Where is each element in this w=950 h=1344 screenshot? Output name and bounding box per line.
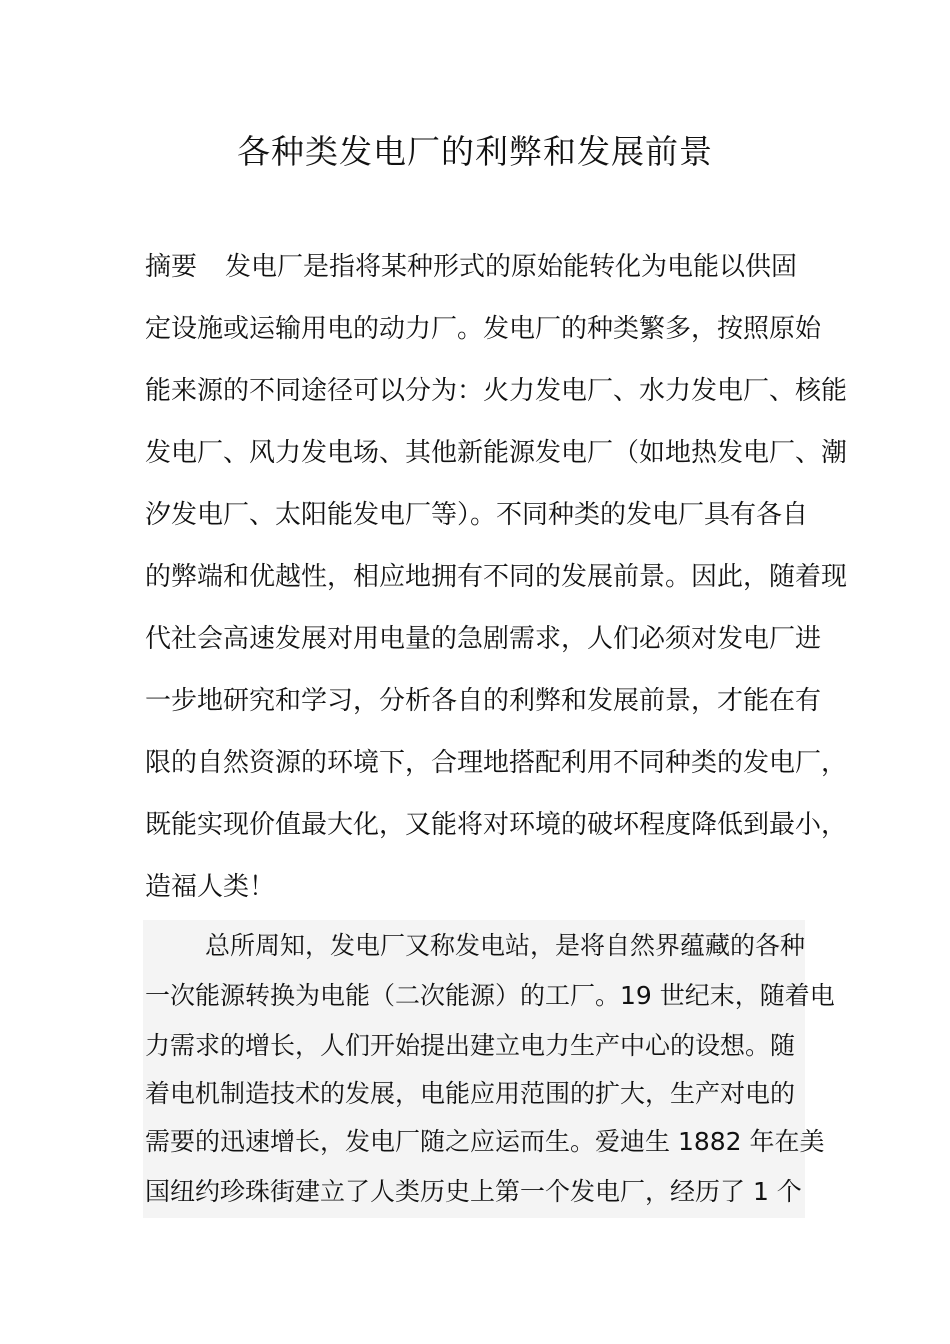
abstract-line-9: 限的自然资源的环境下，合理地搭配利用不同种类的发电厂， <box>145 748 848 778</box>
abstract-line-7: 代社会高速发展对用电量的急剧需求，人们必须对发电厂进 <box>145 624 822 654</box>
abstract-line-2: 定设施或运输用电的动力厂。发电厂的种类繁多，按照原始 <box>145 314 822 344</box>
body-line-5: 需要的迅速增长，发电厂随之应运而生。爱迪生 1882 年在美 <box>145 1127 825 1156</box>
abstract-line-10: 既能实现价值最大化，又能将对环境的破坏程度降低到最小， <box>145 810 848 840</box>
body-line-6: 国纽约珍珠街建立了人类历史上第一个发电厂，经历了 1 个 <box>145 1177 802 1206</box>
body-line-2: 一次能源转换为电能（二次能源）的工厂。19 世纪末，随着电 <box>145 981 835 1010</box>
abstract-line-3: 能来源的不同途径可以分为：火力发电厂、水力发电厂、核能 <box>145 376 848 406</box>
abstract-label: 摘要 <box>145 252 198 282</box>
document-title: 各种类发电厂的利弊和发展前景 <box>237 132 713 171</box>
abstract-text: 发电厂是指将某种形式的原始能转化为电能以供固 <box>225 252 798 282</box>
abstract-line-6: 的弊端和优越性，相应地拥有不同的发展前景。因此，随着现 <box>145 562 848 592</box>
abstract-line-11: 造福人类！ <box>145 872 276 902</box>
abstract-line-4: 发电厂、风力发电场、其他新能源发电厂（如地热发电厂、潮 <box>145 438 848 468</box>
abstract-line-1 <box>145 248 797 286</box>
abstract-line-8: 一步地研究和学习，分析各自的利弊和发展前景，才能在有 <box>145 686 822 716</box>
body-line-3: 力需求的增长，人们开始提出建立电力生产中心的设想。随 <box>145 1031 796 1060</box>
body-line-4: 着电机制造技术的发展，电能应用范围的扩大，生产对电的 <box>145 1079 796 1108</box>
body-line-1: 总所周知，发电厂又称发电站，是将自然界蕴藏的各种 <box>205 931 806 960</box>
abstract-line-5: 汐发电厂、太阳能发电厂等）。不同种类的发电厂具有各自 <box>145 500 809 530</box>
